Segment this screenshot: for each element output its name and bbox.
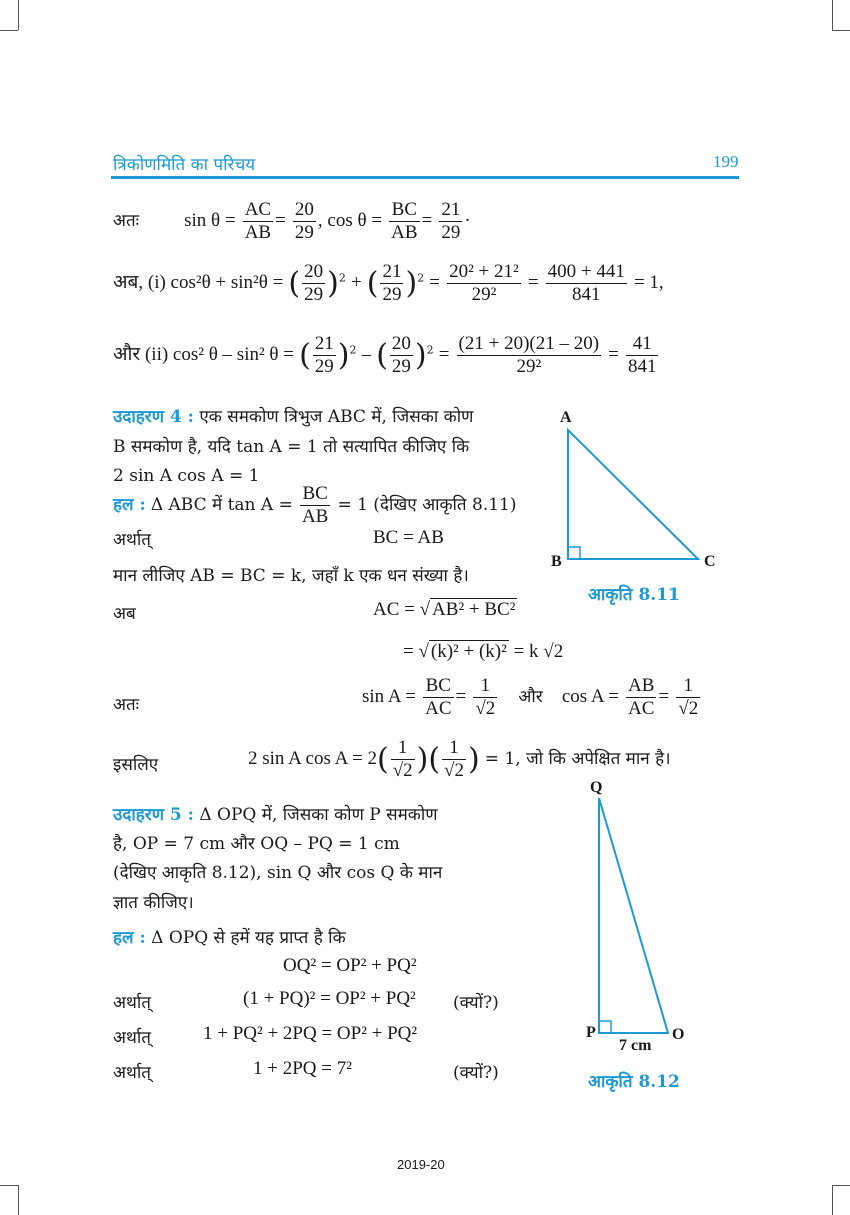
- example-5-line1: उदाहरण 5 : Δ OPQ में, जिसका कोण P समकोण: [113, 805, 438, 825]
- fraction-41-841: $\frac{41}{841}$: [627, 333, 657, 377]
- sin-theta-label: sin θ =: [184, 209, 236, 231]
- equation-sin-cos: अतः sin θ = $\frac{AC}{AB}$ = $\frac{20}{29}$ , cos θ = $\frac{BC}{AB}$ = $\frac{21}{29}$ ·: [113, 199, 471, 243]
- example-5-label: उदाहरण 5 :: [113, 805, 194, 825]
- side-op-length: 7 cm: [619, 1037, 652, 1054]
- fraction-21-29: $\frac{21}{29}$: [441, 199, 461, 243]
- crop-mark: [832, 30, 850, 31]
- fraction-20-29: $\frac{20}{29}$: [294, 199, 314, 243]
- why-1: (क्यों?): [453, 993, 499, 1013]
- example-4-line1: उदाहरण 4 : एक समकोण त्रिभुज ABC में, जिसका कोण: [113, 407, 474, 427]
- example-5-line4: ज्ञात कीजिए।: [113, 893, 194, 913]
- vertex-q: Q: [590, 779, 603, 796]
- fraction-841: $\frac{400 + 441}{841}$: [547, 261, 625, 305]
- ac-equation: AC = √ AB² + BC²: [373, 599, 516, 620]
- equation-step-1: (1 + PQ)² = OP² + PQ²: [243, 988, 416, 1009]
- equation-step-2: 1 + PQ² + 2PQ = OP² + PQ²: [203, 1023, 418, 1044]
- equation-identity-sum: अब, (i) cos²θ + sin²θ = ( $\frac{20}{29}$ )$^2$ + ( $\frac{21}{29}$ )$^2$ = $\frac{\text{20² + 21²}}{\text{29²}}$ = $\frac{400 + 441}{841}$ = 1,: [113, 261, 664, 305]
- final-result: 2 sin A cos A = 2( $\frac{1}{√2}$ )( $\frac{1}{√2}$ ) = 1, जो कि अपेक्षित मान है।: [248, 737, 671, 781]
- ata-label: अतः: [113, 210, 140, 231]
- maan-line: मान लीजिए AB = BC = k, जहाँ k एक धन संख्या है।: [113, 566, 469, 586]
- fraction-squares: $\frac{\text{20² + 21²}}{\text{29²}}$: [449, 261, 519, 305]
- cos-theta-label: , cos θ =: [317, 209, 383, 231]
- example-4-line3: 2 sin A cos A = 1: [113, 466, 260, 486]
- figure-8-12-caption: आकृति 8.12: [588, 1072, 680, 1092]
- vertex-o: O: [672, 1026, 685, 1043]
- crop-mark: [0, 1185, 18, 1186]
- equation-identity-diff: और (ii) cos² θ – sin² θ = ( $\frac{21}{29}$ )$^2$ – ( $\frac{20}{29}$ )$^2$ = $\frac{(21 + 20)(21 - 20)}{\text{29²}}$ = $\frac{41}{841}$: [113, 333, 657, 377]
- crop-mark: [0, 30, 18, 31]
- aur-ii-label: और (ii) cos² θ – sin² θ =: [113, 343, 294, 365]
- ab-label: अब: [113, 604, 136, 624]
- ab-i-label: अब, (i) cos²θ + sin²θ =: [113, 271, 284, 293]
- vertex-a: A: [560, 409, 572, 426]
- example-4-label: उदाहरण 4 :: [113, 407, 194, 427]
- crop-mark: [832, 1185, 833, 1215]
- ac-equation-2: = √ (k)² + (k)² = k √2: [403, 641, 564, 662]
- example-4-line2: B समकोण है, यदि tan A = 1 तो सत्यापित कीजिए कि: [113, 437, 470, 457]
- example-5-solution: हल : Δ OPQ से हमें यह प्राप्त है कि: [113, 928, 346, 948]
- chapter-title: त्रिकोणमिति का परिचय: [113, 155, 256, 175]
- figure-8-11-caption: आकृति 8.11: [588, 585, 680, 605]
- crop-mark: [832, 0, 833, 30]
- page-number: 199: [713, 152, 739, 171]
- crop-mark: [832, 1185, 850, 1186]
- arthat-1: अर्थात्: [113, 993, 151, 1013]
- sin-cos-a: sin A = $\frac{BC}{AC}$ = $\frac{1}{√2}$ और cos A = $\frac{AB}{AC}$ = $\frac{1}{√2}$: [362, 675, 699, 719]
- header-rule: [111, 176, 739, 179]
- isliye-label: इसलिए: [113, 755, 159, 775]
- vertex-b: B: [551, 553, 562, 570]
- equation-step-3: 1 + 2PQ = 7²: [253, 1058, 352, 1079]
- figure-8-12-triangle: [590, 790, 680, 1040]
- ata-label-2: अतः: [113, 695, 140, 715]
- example-5-line3: (देखिए आकृति 8.12), sin Q और cos Q के मान: [113, 863, 443, 883]
- example-5-line2: है, OP = 7 cm और OQ – PQ = 1 cm: [113, 834, 400, 854]
- fraction-product: $\frac{(21 + 20)(21 - 20)}{\text{29²}}$: [458, 333, 600, 377]
- example-4-solution: हल : Δ ABC में tan A = $\frac{BC}{AB}$ = 1 (देखिए आकृति 8.11): [113, 483, 517, 527]
- bc-equals-ab: BC = AB: [373, 527, 444, 548]
- arthat-label: अर्थात्: [113, 530, 151, 550]
- figure-8-11-triangle: [540, 405, 730, 575]
- footer-year: 2019-20: [397, 1157, 445, 1172]
- fraction-bc-ab: $\frac{BC}{AB}$: [391, 199, 418, 243]
- fraction-ac-ab: $\frac{AC}{AB}$: [244, 199, 272, 243]
- solution-label: हल :: [113, 494, 146, 515]
- vertex-p: P: [586, 1024, 596, 1041]
- why-2: (क्यों?): [453, 1063, 499, 1083]
- crop-mark: [18, 1185, 19, 1215]
- crop-mark: [18, 0, 19, 30]
- arthat-3: अर्थात्: [113, 1063, 151, 1083]
- arthat-2: अर्थात्: [113, 1028, 151, 1048]
- vertex-c: C: [704, 553, 716, 570]
- equation-pythagoras: OQ² = OP² + PQ²: [283, 955, 417, 976]
